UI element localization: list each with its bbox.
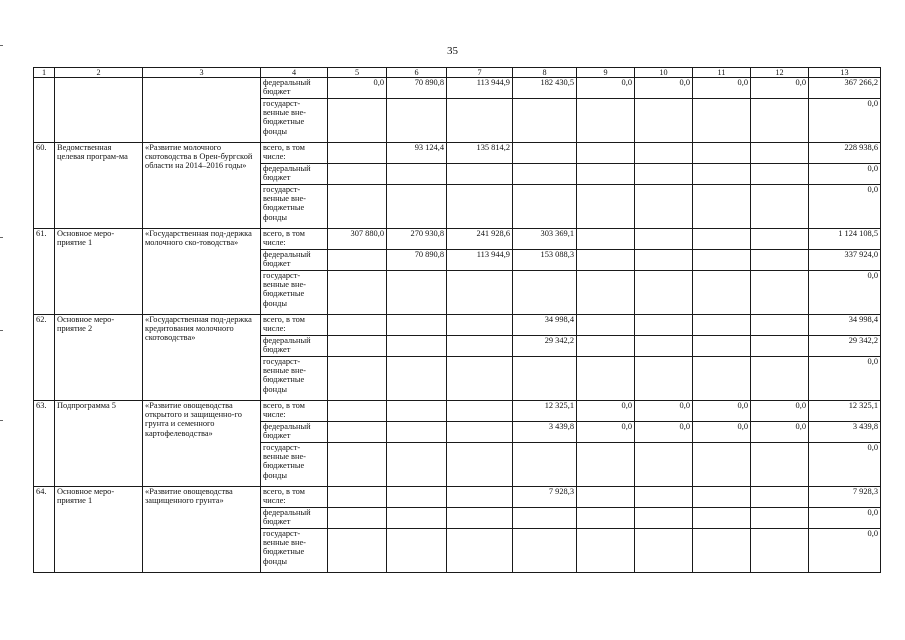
amount-cell-col7 xyxy=(447,422,513,443)
amount-cell-col10 xyxy=(635,229,693,250)
amount-cell-col8: 3 439,8 xyxy=(513,422,577,443)
amount-cell-col5 xyxy=(328,185,387,229)
program-type-cell: Ведомственная целевая програм-ма xyxy=(55,143,143,229)
amount-cell-col12: 0,0 xyxy=(751,78,809,99)
amount-cell-col7 xyxy=(447,529,513,573)
amount-cell-col13: 337 924,0 xyxy=(809,250,881,271)
amount-cell-col8: 29 342,2 xyxy=(513,336,577,357)
funding-source-cell: федеральный бюджет xyxy=(261,78,328,99)
amount-cell-col13: 0,0 xyxy=(809,185,881,229)
amount-cell-col12 xyxy=(751,487,809,508)
amount-cell-col13: 0,0 xyxy=(809,99,881,143)
funding-source-cell: федеральный бюджет xyxy=(261,250,328,271)
amount-cell-col11 xyxy=(693,99,751,143)
amount-cell-col11 xyxy=(693,143,751,164)
amount-cell-col8 xyxy=(513,443,577,487)
amount-cell-col12 xyxy=(751,443,809,487)
amount-cell-col6: 270 930,8 xyxy=(387,229,447,250)
amount-cell-col11 xyxy=(693,508,751,529)
row-number-cell: 61. xyxy=(34,229,55,315)
amount-cell-col9 xyxy=(577,529,635,573)
amount-cell-col7 xyxy=(447,357,513,401)
amount-cell-col11 xyxy=(693,271,751,315)
amount-cell-col9 xyxy=(577,315,635,336)
amount-cell-col11 xyxy=(693,229,751,250)
amount-cell-col13: 0,0 xyxy=(809,271,881,315)
amount-cell-col13: 1 124 108,5 xyxy=(809,229,881,250)
amount-cell-col12 xyxy=(751,271,809,315)
amount-cell-col10: 0,0 xyxy=(635,422,693,443)
amount-cell-col8 xyxy=(513,529,577,573)
funding-source-cell: всего, в том числе: xyxy=(261,315,328,336)
table-row xyxy=(34,78,881,99)
column-header-8: 8 xyxy=(513,68,577,78)
amount-cell-col13: 228 938,6 xyxy=(809,143,881,164)
amount-cell-col9 xyxy=(577,357,635,401)
amount-cell-col8 xyxy=(513,508,577,529)
amount-cell-col9 xyxy=(577,250,635,271)
amount-cell-col11 xyxy=(693,250,751,271)
column-header-12: 12 xyxy=(751,68,809,78)
amount-cell-col10 xyxy=(635,315,693,336)
amount-cell-col9 xyxy=(577,508,635,529)
amount-cell-col9 xyxy=(577,164,635,185)
amount-cell-col12 xyxy=(751,250,809,271)
amount-cell-col5 xyxy=(328,315,387,336)
amount-cell-col9 xyxy=(577,99,635,143)
amount-cell-col5: 0,0 xyxy=(328,78,387,99)
amount-cell-col6 xyxy=(387,185,447,229)
column-header-9: 9 xyxy=(577,68,635,78)
amount-cell-col13: 367 266,2 xyxy=(809,78,881,99)
column-header-2: 2 xyxy=(55,68,143,78)
amount-cell-col8: 153 088,3 xyxy=(513,250,577,271)
amount-cell-col8 xyxy=(513,164,577,185)
program-type-cell: Основное меро-приятие 1 xyxy=(55,229,143,315)
amount-cell-col5 xyxy=(328,508,387,529)
funding-source-cell: федеральный бюджет xyxy=(261,422,328,443)
amount-cell-col5 xyxy=(328,99,387,143)
amount-cell-col11 xyxy=(693,529,751,573)
amount-cell-col12: 0,0 xyxy=(751,422,809,443)
margin-mark xyxy=(0,420,3,421)
amount-cell-col13: 0,0 xyxy=(809,164,881,185)
amount-cell-col11 xyxy=(693,315,751,336)
amount-cell-col7: 241 928,6 xyxy=(447,229,513,250)
program-name-cell: «Развитие молочного скотоводства в Орен-бургской области на 2014–2016 годы» xyxy=(143,143,261,229)
column-header-11: 11 xyxy=(693,68,751,78)
amount-cell-col6 xyxy=(387,487,447,508)
amount-cell-col5 xyxy=(328,250,387,271)
amount-cell-col13: 29 342,2 xyxy=(809,336,881,357)
amount-cell-col7: 113 944,9 xyxy=(447,78,513,99)
amount-cell-col12 xyxy=(751,508,809,529)
page-number: 35 xyxy=(447,45,458,57)
row-number-cell: 62. xyxy=(34,315,55,401)
amount-cell-col11 xyxy=(693,487,751,508)
program-name-cell: «Развитие овощеводства защищенного грунта» xyxy=(143,487,261,573)
amount-cell-col9: 0,0 xyxy=(577,422,635,443)
amount-cell-col10 xyxy=(635,357,693,401)
funding-source-cell: всего, в том числе: xyxy=(261,143,328,164)
program-type-cell: Основное меро-приятие 2 xyxy=(55,315,143,401)
program-name-cell: «Развитие овощеводства открытого и защищенно-го грунта и семенного картофелеводства» xyxy=(143,401,261,487)
amount-cell-col6 xyxy=(387,271,447,315)
amount-cell-col12 xyxy=(751,185,809,229)
amount-cell-col9 xyxy=(577,487,635,508)
row-number-cell: 60. xyxy=(34,143,55,229)
amount-cell-col6 xyxy=(387,164,447,185)
amount-cell-col9 xyxy=(577,336,635,357)
amount-cell-col10 xyxy=(635,250,693,271)
column-header-1: 1 xyxy=(34,68,55,78)
funding-source-cell: государст-венные вне-бюджетные фонды xyxy=(261,271,328,315)
table-row xyxy=(34,315,881,336)
funding-source-cell: государст-венные вне-бюджетные фонды xyxy=(261,185,328,229)
amount-cell-col9 xyxy=(577,271,635,315)
amount-cell-col10 xyxy=(635,271,693,315)
amount-cell-col5 xyxy=(328,336,387,357)
amount-cell-col5 xyxy=(328,143,387,164)
amount-cell-col13: 0,0 xyxy=(809,529,881,573)
amount-cell-col7: 135 814,2 xyxy=(447,143,513,164)
margin-mark xyxy=(0,45,3,46)
amount-cell-col7 xyxy=(447,164,513,185)
amount-cell-col11 xyxy=(693,164,751,185)
column-header-10: 10 xyxy=(635,68,693,78)
amount-cell-col11 xyxy=(693,357,751,401)
amount-cell-col11 xyxy=(693,443,751,487)
amount-cell-col13: 34 998,4 xyxy=(809,315,881,336)
amount-cell-col7 xyxy=(447,315,513,336)
amount-cell-col7 xyxy=(447,508,513,529)
amount-cell-col10 xyxy=(635,185,693,229)
amount-cell-col6 xyxy=(387,529,447,573)
amount-cell-col6 xyxy=(387,357,447,401)
amount-cell-col7 xyxy=(447,401,513,422)
table-body xyxy=(34,68,881,573)
amount-cell-col11: 0,0 xyxy=(693,422,751,443)
amount-cell-col8 xyxy=(513,357,577,401)
program-name-cell: «Государственная под-держка кредитования молочного скотоводства» xyxy=(143,315,261,401)
program-type-cell: Подпрограмма 5 xyxy=(55,401,143,487)
amount-cell-col10 xyxy=(635,508,693,529)
amount-cell-col12 xyxy=(751,164,809,185)
amount-cell-col9 xyxy=(577,443,635,487)
amount-cell-col5 xyxy=(328,422,387,443)
amount-cell-col9 xyxy=(577,143,635,164)
column-header-13: 13 xyxy=(809,68,881,78)
amount-cell-col10 xyxy=(635,336,693,357)
column-header-4: 4 xyxy=(261,68,328,78)
column-header-3: 3 xyxy=(143,68,261,78)
funding-source-cell: федеральный бюджет xyxy=(261,336,328,357)
amount-cell-col13: 0,0 xyxy=(809,357,881,401)
amount-cell-col9 xyxy=(577,185,635,229)
amount-cell-col11 xyxy=(693,336,751,357)
funding-source-cell: всего, в том числе: xyxy=(261,487,328,508)
amount-cell-col5: 307 880,0 xyxy=(328,229,387,250)
funding-source-cell: федеральный бюджет xyxy=(261,164,328,185)
amount-cell-col8: 34 998,4 xyxy=(513,315,577,336)
amount-cell-col10 xyxy=(635,164,693,185)
amount-cell-col7 xyxy=(447,487,513,508)
amount-cell-col13: 7 928,3 xyxy=(809,487,881,508)
amount-cell-col5 xyxy=(328,271,387,315)
amount-cell-col6 xyxy=(387,401,447,422)
amount-cell-col7 xyxy=(447,185,513,229)
amount-cell-col8 xyxy=(513,143,577,164)
amount-cell-col7 xyxy=(447,443,513,487)
amount-cell-col10 xyxy=(635,529,693,573)
budget-table xyxy=(33,67,881,573)
amount-cell-col9: 0,0 xyxy=(577,401,635,422)
program-type-cell xyxy=(55,78,143,143)
amount-cell-col8: 303 369,1 xyxy=(513,229,577,250)
amount-cell-col6: 70 890,8 xyxy=(387,78,447,99)
amount-cell-col11: 0,0 xyxy=(693,78,751,99)
amount-cell-col6 xyxy=(387,336,447,357)
amount-cell-col12 xyxy=(751,229,809,250)
amount-cell-col6 xyxy=(387,315,447,336)
amount-cell-col12 xyxy=(751,357,809,401)
budget-table-container xyxy=(33,67,881,573)
table-row xyxy=(34,229,881,250)
amount-cell-col11: 0,0 xyxy=(693,401,751,422)
amount-cell-col13: 12 325,1 xyxy=(809,401,881,422)
amount-cell-col7 xyxy=(447,271,513,315)
column-header-7: 7 xyxy=(447,68,513,78)
amount-cell-col10 xyxy=(635,99,693,143)
column-header-6: 6 xyxy=(387,68,447,78)
amount-cell-col10 xyxy=(635,443,693,487)
amount-cell-col10 xyxy=(635,487,693,508)
amount-cell-col10: 0,0 xyxy=(635,401,693,422)
margin-mark xyxy=(0,330,3,331)
table-header-row xyxy=(34,68,881,78)
margin-mark xyxy=(0,237,3,238)
program-type-cell: Основное меро-приятие 1 xyxy=(55,487,143,573)
amount-cell-col12 xyxy=(751,529,809,573)
row-number-cell xyxy=(34,78,55,143)
amount-cell-col9: 0,0 xyxy=(577,78,635,99)
funding-source-cell: всего, в том числе: xyxy=(261,401,328,422)
funding-source-cell: федеральный бюджет xyxy=(261,508,328,529)
amount-cell-col9 xyxy=(577,229,635,250)
amount-cell-col5 xyxy=(328,443,387,487)
row-number-cell: 63. xyxy=(34,401,55,487)
amount-cell-col12 xyxy=(751,143,809,164)
amount-cell-col5 xyxy=(328,357,387,401)
amount-cell-col6 xyxy=(387,422,447,443)
amount-cell-col6 xyxy=(387,443,447,487)
amount-cell-col7: 113 944,9 xyxy=(447,250,513,271)
amount-cell-col12: 0,0 xyxy=(751,401,809,422)
amount-cell-col6 xyxy=(387,99,447,143)
table-row xyxy=(34,143,881,164)
funding-source-cell: государст-венные вне-бюджетные фонды xyxy=(261,357,328,401)
amount-cell-col13: 0,0 xyxy=(809,443,881,487)
table-row xyxy=(34,487,881,508)
amount-cell-col12 xyxy=(751,336,809,357)
amount-cell-col13: 3 439,8 xyxy=(809,422,881,443)
funding-source-cell: государст-венные вне-бюджетные фонды xyxy=(261,443,328,487)
amount-cell-col5 xyxy=(328,401,387,422)
funding-source-cell: государст-венные вне-бюджетные фонды xyxy=(261,99,328,143)
program-name-cell xyxy=(143,78,261,143)
funding-source-cell: всего, в том числе: xyxy=(261,229,328,250)
amount-cell-col5 xyxy=(328,164,387,185)
amount-cell-col8: 12 325,1 xyxy=(513,401,577,422)
column-header-5: 5 xyxy=(328,68,387,78)
amount-cell-col13: 0,0 xyxy=(809,508,881,529)
amount-cell-col6: 70 890,8 xyxy=(387,250,447,271)
amount-cell-col5 xyxy=(328,529,387,573)
amount-cell-col7 xyxy=(447,99,513,143)
amount-cell-col12 xyxy=(751,99,809,143)
amount-cell-col8: 7 928,3 xyxy=(513,487,577,508)
amount-cell-col6 xyxy=(387,508,447,529)
amount-cell-col6: 93 124,4 xyxy=(387,143,447,164)
amount-cell-col8 xyxy=(513,271,577,315)
amount-cell-col10: 0,0 xyxy=(635,78,693,99)
amount-cell-col12 xyxy=(751,315,809,336)
amount-cell-col7 xyxy=(447,336,513,357)
table-row xyxy=(34,401,881,422)
amount-cell-col5 xyxy=(328,487,387,508)
amount-cell-col10 xyxy=(635,143,693,164)
amount-cell-col8 xyxy=(513,99,577,143)
row-number-cell: 64. xyxy=(34,487,55,573)
amount-cell-col8: 182 430,5 xyxy=(513,78,577,99)
program-name-cell: «Государственная под-держка молочного ско-товодства» xyxy=(143,229,261,315)
amount-cell-col11 xyxy=(693,185,751,229)
amount-cell-col8 xyxy=(513,185,577,229)
funding-source-cell: государст-венные вне-бюджетные фонды xyxy=(261,529,328,573)
